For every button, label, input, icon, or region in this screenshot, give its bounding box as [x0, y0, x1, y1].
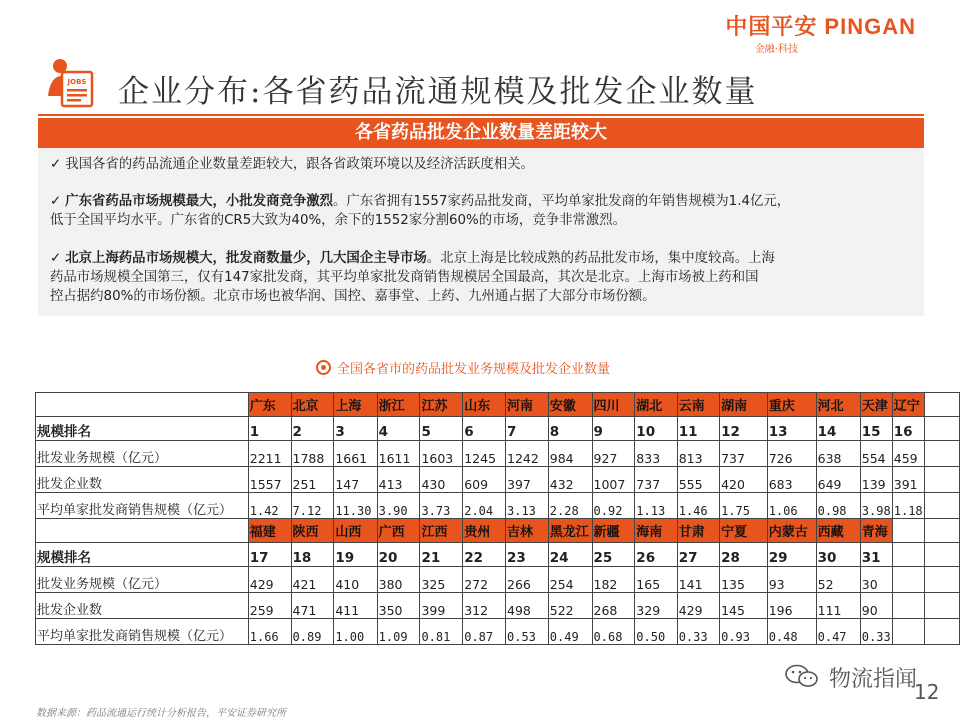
avg-label: 平均单家批发商销售规模（亿元）	[36, 619, 249, 645]
jobs-icon-label: JOBS	[67, 78, 87, 86]
province-cell: 浙江	[377, 393, 420, 417]
header-corner-cell	[36, 393, 249, 417]
count-cell: 430	[420, 467, 463, 493]
count-cell: 259	[248, 593, 291, 619]
point-2	[50, 192, 790, 230]
wechat-icon	[785, 664, 819, 688]
logo-sub-text: 金融·科技	[754, 44, 798, 55]
rank-cell: 3	[334, 417, 377, 441]
province-cell: 黑龙江	[548, 519, 592, 543]
province-cell: 吉林	[506, 519, 549, 543]
rank-cell: 12	[720, 417, 768, 441]
point-2-text-b: 低于全国平均水平。广东省的CR5大致为40%，余下的1552家分割60%的市场，竞争非常激烈。	[50, 213, 627, 228]
rank-cell: 2	[291, 417, 334, 441]
title-underline	[38, 114, 924, 116]
scale-cell: 254	[548, 567, 592, 593]
scale-cell: 833	[635, 441, 677, 467]
rank-cell: 19	[334, 543, 377, 567]
province-cell: 河南	[506, 393, 549, 417]
rank-label: 规模排名	[36, 543, 249, 567]
table-title	[316, 358, 610, 377]
count-cell	[924, 467, 959, 493]
scale-label: 批发业务规模（亿元）	[36, 441, 249, 467]
province-cell: 重庆	[767, 393, 816, 417]
avg-cell	[892, 619, 924, 645]
scale-cell: 459	[892, 441, 924, 467]
avg-cell: 2.04	[463, 493, 506, 519]
table-row	[36, 467, 960, 493]
table-row	[36, 593, 960, 619]
scale-cell: 2211	[248, 441, 291, 467]
rank-cell: 24	[548, 543, 592, 567]
scale-cell: 1611	[377, 441, 420, 467]
rank-cell: 26	[635, 543, 677, 567]
rank-cell: 13	[767, 417, 816, 441]
check-icon: ✓	[50, 194, 62, 209]
rank-cell: 6	[463, 417, 506, 441]
point-3	[50, 249, 775, 306]
count-cell: 350	[377, 593, 420, 619]
rank-cell: 4	[377, 417, 420, 441]
province-cell: 天津	[860, 393, 892, 417]
province-cell: 湖南	[720, 393, 768, 417]
header-corner-cell	[36, 519, 249, 543]
point-3-text-b: 药品市场规模全国第三，仅有147家批发商，其平均单家批发商销售规模居全国最高，其次是北京。上海市场被上药和国	[50, 270, 759, 285]
avg-cell: 3.90	[377, 493, 420, 519]
province-cell: 贵州	[463, 519, 506, 543]
count-cell: 555	[677, 467, 719, 493]
count-cell: 196	[767, 593, 816, 619]
avg-cell: 0.33	[677, 619, 719, 645]
logo-main-text: 中国平安 PINGAN	[725, 14, 916, 39]
rank-cell: 20	[377, 543, 420, 567]
scale-cell: 1242	[506, 441, 549, 467]
province-cell: 新疆	[592, 519, 635, 543]
avg-cell: 3.98	[860, 493, 892, 519]
count-cell: 429	[677, 593, 719, 619]
avg-cell: 0.53	[506, 619, 549, 645]
avg-cell: 1.75	[720, 493, 768, 519]
count-cell: 147	[334, 467, 377, 493]
point-3-heading: 北京上海药品市场规模大，批发商数量少，几大国企主导市场	[65, 251, 427, 266]
watermark-text: 物流指闻	[829, 667, 918, 692]
scale-cell: 165	[635, 567, 677, 593]
count-cell: 649	[816, 467, 860, 493]
point-3-text-c: 控占据约80%的市场份额。北京市场也被华润、国控、嘉事堂、上药、九州通占据了大部分市场份额。	[50, 289, 656, 304]
province-cell: 江西	[420, 519, 463, 543]
rank-cell: 18	[291, 543, 334, 567]
province-cell: 安徽	[548, 393, 592, 417]
data-source: 数据来源：药品流通运行统计分析报告，平安证券研究所	[36, 708, 286, 719]
province-cell: 河北	[816, 393, 860, 417]
scale-label: 批发业务规模（亿元）	[36, 567, 249, 593]
scale-cell	[924, 567, 959, 593]
avg-cell: 1.46	[677, 493, 719, 519]
scale-cell: 1603	[420, 441, 463, 467]
avg-cell: 1.09	[377, 619, 420, 645]
rank-cell: 7	[506, 417, 549, 441]
province-cell	[892, 519, 924, 543]
avg-cell: 1.18	[892, 493, 924, 519]
avg-cell: 3.73	[420, 493, 463, 519]
summary-panel	[38, 148, 924, 316]
avg-cell: 0.81	[420, 619, 463, 645]
avg-cell: 1.42	[248, 493, 291, 519]
count-cell: 498	[506, 593, 549, 619]
count-cell: 609	[463, 467, 506, 493]
scale-cell: 1788	[291, 441, 334, 467]
rank-cell: 14	[816, 417, 860, 441]
count-cell: 683	[767, 467, 816, 493]
avg-cell: 1.66	[248, 619, 291, 645]
province-cell: 宁夏	[720, 519, 768, 543]
count-cell: 268	[592, 593, 635, 619]
province-cell: 广东	[248, 393, 291, 417]
rank-cell: 31	[860, 543, 892, 567]
point-2-text-a: 。广东省拥有1557家药品批发商，平均单家批发商的年销售规模为1.4亿元，	[333, 194, 791, 209]
count-cell: 420	[720, 467, 768, 493]
count-cell: 737	[635, 467, 677, 493]
province-cell: 湖北	[635, 393, 677, 417]
rank-cell: 28	[720, 543, 768, 567]
rank-cell: 30	[816, 543, 860, 567]
section-banner: 各省药品批发企业数量差距较大	[38, 118, 924, 148]
table-row	[36, 543, 960, 567]
count-cell: 397	[506, 467, 549, 493]
point-1	[50, 155, 534, 174]
province-cell: 内蒙古	[767, 519, 816, 543]
avg-cell: 0.48	[767, 619, 816, 645]
avg-cell: 0.47	[816, 619, 860, 645]
pingan-logo	[686, 10, 916, 54]
table-row	[36, 441, 960, 467]
scale-cell: 182	[592, 567, 635, 593]
count-cell: 90	[860, 593, 892, 619]
rank-cell: 5	[420, 417, 463, 441]
rank-cell: 21	[420, 543, 463, 567]
scale-cell: 52	[816, 567, 860, 593]
scale-cell: 272	[463, 567, 506, 593]
scale-cell: 984	[548, 441, 592, 467]
province-cell: 甘肃	[677, 519, 719, 543]
province-cell	[924, 519, 959, 543]
rank-cell: 23	[506, 543, 549, 567]
count-cell: 329	[635, 593, 677, 619]
count-cell: 251	[291, 467, 334, 493]
count-cell: 432	[548, 467, 592, 493]
count-cell: 399	[420, 593, 463, 619]
scale-cell: 737	[720, 441, 768, 467]
province-header-row	[36, 519, 960, 543]
avg-cell: 1.00	[334, 619, 377, 645]
province-cell: 福建	[248, 519, 291, 543]
avg-cell: 0.87	[463, 619, 506, 645]
province-cell: 山西	[334, 519, 377, 543]
avg-cell: 0.92	[592, 493, 635, 519]
rank-cell: 29	[767, 543, 816, 567]
rank-cell: 9	[592, 417, 635, 441]
province-cell: 辽宁	[892, 393, 924, 417]
avg-cell: 1.06	[767, 493, 816, 519]
scale-cell	[892, 567, 924, 593]
scale-cell: 141	[677, 567, 719, 593]
rank-cell: 15	[860, 417, 892, 441]
scale-cell: 93	[767, 567, 816, 593]
scale-cell: 554	[860, 441, 892, 467]
count-cell: 145	[720, 593, 768, 619]
target-icon	[316, 360, 331, 375]
province-data-table	[35, 392, 960, 645]
avg-cell: 0.98	[816, 493, 860, 519]
province-cell: 青海	[860, 519, 892, 543]
count-cell: 522	[548, 593, 592, 619]
scale-cell: 135	[720, 567, 768, 593]
scale-cell: 813	[677, 441, 719, 467]
scale-cell: 429	[248, 567, 291, 593]
avg-label: 平均单家批发商销售规模（亿元）	[36, 493, 249, 519]
avg-cell: 2.28	[548, 493, 592, 519]
check-icon: ✓	[50, 251, 62, 266]
rank-cell: 22	[463, 543, 506, 567]
point-1-text: 我国各省的药品流通企业数量差距较大，跟各省政策环境以及经济活跃度相关。	[65, 157, 534, 172]
scale-cell: 726	[767, 441, 816, 467]
scale-cell	[924, 441, 959, 467]
point-3-text-a: 。北京上海是比较成熟的药品批发市场，集中度较高。上海	[426, 251, 775, 266]
rank-cell: 16	[892, 417, 924, 441]
count-cell	[892, 593, 924, 619]
count-cell: 1007	[592, 467, 635, 493]
province-cell: 四川	[592, 393, 635, 417]
table-row	[36, 417, 960, 441]
province-cell: 山东	[463, 393, 506, 417]
scale-cell: 30	[860, 567, 892, 593]
scale-cell: 410	[334, 567, 377, 593]
avg-cell: 0.50	[635, 619, 677, 645]
table-title-text: 全国各省市的药品批发业务规模及批发企业数量	[337, 362, 611, 377]
avg-cell: 0.68	[592, 619, 635, 645]
count-cell: 139	[860, 467, 892, 493]
page-title: 企业分布:各省药品流通规模及批发企业数量	[118, 74, 758, 110]
scale-cell: 927	[592, 441, 635, 467]
scale-cell: 266	[506, 567, 549, 593]
province-cell: 云南	[677, 393, 719, 417]
count-cell: 1557	[248, 467, 291, 493]
avg-cell	[924, 493, 959, 519]
rank-cell: 10	[635, 417, 677, 441]
avg-cell: 1.13	[635, 493, 677, 519]
page-number: 12	[914, 680, 940, 704]
avg-cell: 0.33	[860, 619, 892, 645]
count-cell: 312	[463, 593, 506, 619]
check-icon: ✓	[50, 157, 62, 172]
count-cell: 413	[377, 467, 420, 493]
province-cell	[924, 393, 959, 417]
scale-cell: 421	[291, 567, 334, 593]
point-2-heading: 广东省药品市场规模最大，小批发商竞争激烈	[65, 194, 334, 209]
avg-cell: 0.49	[548, 619, 592, 645]
avg-cell	[924, 619, 959, 645]
province-header-row	[36, 393, 960, 417]
rank-cell	[924, 543, 959, 567]
province-cell: 北京	[291, 393, 334, 417]
avg-cell: 3.13	[506, 493, 549, 519]
table-row	[36, 619, 960, 645]
avg-cell: 0.89	[291, 619, 334, 645]
province-cell: 江苏	[420, 393, 463, 417]
rank-cell: 11	[677, 417, 719, 441]
count-cell	[924, 593, 959, 619]
province-cell: 海南	[635, 519, 677, 543]
scale-cell: 638	[816, 441, 860, 467]
count-label: 批发企业数	[36, 467, 249, 493]
province-cell: 陕西	[291, 519, 334, 543]
jobs-document-icon	[44, 56, 96, 108]
count-cell: 471	[291, 593, 334, 619]
avg-cell: 0.93	[720, 619, 768, 645]
scale-cell: 1245	[463, 441, 506, 467]
province-cell: 上海	[334, 393, 377, 417]
rank-cell	[892, 543, 924, 567]
rank-cell: 17	[248, 543, 291, 567]
scale-cell: 325	[420, 567, 463, 593]
province-cell: 广西	[377, 519, 420, 543]
scale-cell: 380	[377, 567, 420, 593]
count-label: 批发企业数	[36, 593, 249, 619]
rank-cell: 8	[548, 417, 592, 441]
rank-label: 规模排名	[36, 417, 249, 441]
avg-cell: 7.12	[291, 493, 334, 519]
table-row	[36, 567, 960, 593]
avg-cell: 11.30	[334, 493, 377, 519]
table-row	[36, 493, 960, 519]
rank-cell: 25	[592, 543, 635, 567]
rank-cell: 27	[677, 543, 719, 567]
count-cell: 411	[334, 593, 377, 619]
rank-cell	[924, 417, 959, 441]
count-cell: 391	[892, 467, 924, 493]
province-cell: 西藏	[816, 519, 860, 543]
count-cell: 111	[816, 593, 860, 619]
rank-cell: 1	[248, 417, 291, 441]
scale-cell: 1661	[334, 441, 377, 467]
